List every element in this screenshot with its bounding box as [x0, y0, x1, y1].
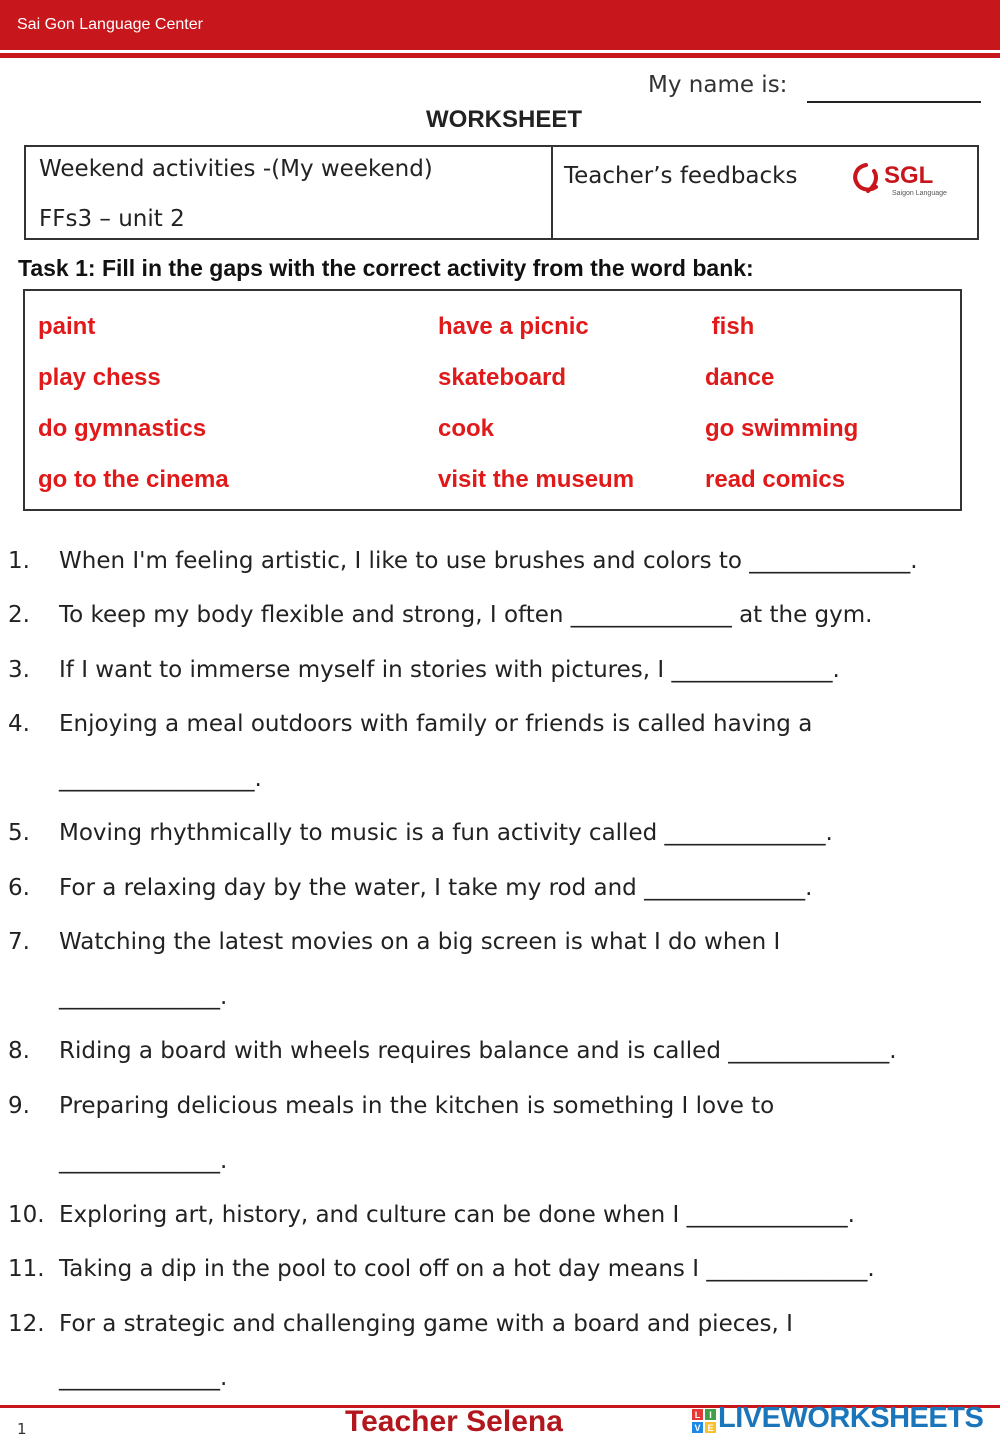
- header-divider: [0, 53, 1000, 58]
- question-text[interactable]: If I want to immerse myself in stories with pictures, I ______________.: [59, 657, 840, 683]
- question-number: 10.: [8, 1202, 45, 1228]
- question-text: Preparing delicious meals in the kitchen is something I love to: [59, 1093, 775, 1119]
- answer-blank[interactable]: ______________.: [59, 984, 228, 1010]
- word-bank-item: go swimming: [705, 415, 859, 442]
- word-bank-item: paint: [38, 313, 96, 340]
- question-text[interactable]: To keep my body flexible and strong, I often ______________ at the gym.: [59, 602, 873, 628]
- question-number: 7.: [8, 929, 30, 955]
- svg-text:E: E: [707, 1423, 714, 1433]
- liveworksheets-text: LIVEWORKSHEETS: [718, 1402, 984, 1434]
- task-heading: Task 1: Fill in the gaps with the correct activity from the word bank:: [18, 255, 754, 281]
- word-bank-item: do gymnastics: [38, 415, 207, 442]
- question-number: 8.: [8, 1038, 30, 1064]
- liveworksheets-icon: [692, 1409, 716, 1433]
- question-number: 11.: [8, 1256, 45, 1282]
- question-number: 2.: [8, 602, 30, 628]
- feedback-label: Teacher’s feedbacks: [564, 163, 798, 189]
- page-title: WORKSHEET: [426, 106, 582, 133]
- answer-blank[interactable]: ______________.: [59, 1365, 228, 1391]
- svg-text:L: L: [694, 1410, 701, 1420]
- answer-blank[interactable]: ______________.: [59, 1148, 228, 1174]
- sgl-logo: [848, 155, 958, 205]
- word-bank-item: visit the museum: [438, 466, 635, 493]
- word-bank: [23, 289, 962, 511]
- lesson-unit: FFs3 – unit 2: [39, 206, 185, 232]
- question-number: 6.: [8, 875, 30, 901]
- question-text[interactable]: Riding a board with wheels requires balance and is called ______________.: [59, 1038, 897, 1064]
- question-text[interactable]: For a relaxing day by the water, I take my rod and ______________.: [59, 875, 813, 901]
- lesson-title: Weekend activities -(My weekend): [39, 156, 433, 182]
- question-number: 9.: [8, 1093, 30, 1119]
- question-number: 12.: [8, 1311, 45, 1337]
- teacher-name: Teacher Selena: [345, 1405, 563, 1438]
- question-text: For a strategic and challenging game with a board and pieces, I: [59, 1311, 793, 1337]
- center-name: Sai Gon Language Center: [17, 16, 203, 33]
- question-text[interactable]: Moving rhythmically to music is a fun activity called ______________.: [59, 820, 833, 846]
- info-divider: [551, 147, 553, 238]
- word-bank-item: play chess: [38, 364, 161, 391]
- question-text[interactable]: When I'm feeling artistic, I like to use brushes and colors to ______________.: [59, 548, 918, 574]
- question-number: 4.: [8, 711, 30, 737]
- header-bar: [0, 0, 1000, 50]
- word-bank-item: skateboard: [438, 364, 567, 391]
- svg-text:I: I: [709, 1410, 712, 1420]
- logo-sub-text: Saigon Language: [892, 190, 947, 197]
- word-bank-item: read comics: [705, 466, 846, 493]
- info-box: [24, 145, 979, 240]
- question-number: 3.: [8, 657, 30, 683]
- question-text: Watching the latest movies on a big screen is what I do when I: [59, 929, 781, 955]
- word-bank-item: dance: [705, 364, 775, 391]
- question-text: Enjoying a meal outdoors with family or friends is called having a: [59, 711, 813, 737]
- question-text[interactable]: Taking a dip in the pool to cool off on a hot day means I ______________.: [59, 1256, 875, 1282]
- svg-text:V: V: [694, 1423, 701, 1433]
- answer-blank[interactable]: _________________.: [59, 766, 262, 792]
- question-number: 5.: [8, 820, 30, 846]
- word-bank-item: go to the cinema: [38, 466, 229, 493]
- name-input-line[interactable]: [807, 101, 981, 103]
- word-bank-item: cook: [438, 415, 495, 442]
- word-bank-item: have a picnic: [438, 313, 589, 340]
- question-number: 1.: [8, 548, 30, 574]
- question-text[interactable]: Exploring art, history, and culture can be done when I ______________.: [59, 1202, 855, 1228]
- logo-main-text: SGL: [884, 162, 934, 189]
- word-bank-item: fish: [705, 313, 755, 340]
- name-label: My name is:: [648, 72, 788, 98]
- page-number: 1: [17, 1420, 27, 1438]
